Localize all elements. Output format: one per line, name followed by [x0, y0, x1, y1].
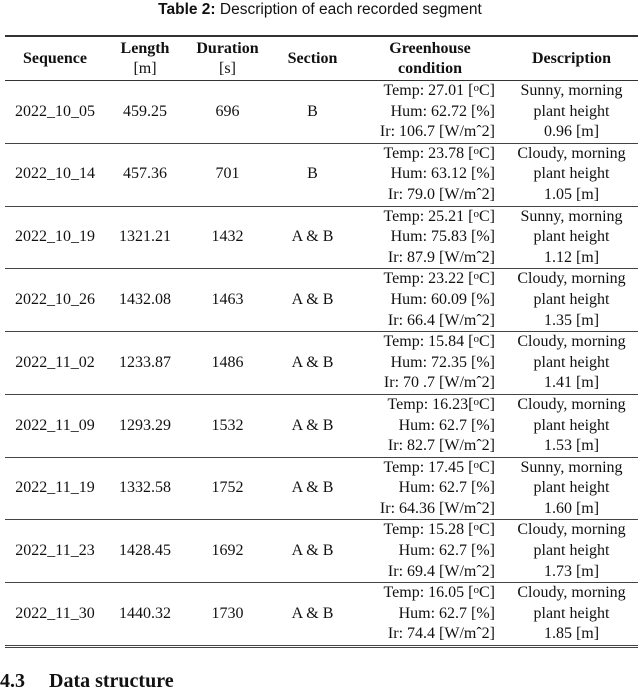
cell-length: 457.36	[123, 165, 167, 183]
cell-section: B	[307, 165, 318, 183]
temp-unit: C]	[479, 144, 495, 162]
cell-greenhouse-condition	[355, 269, 505, 332]
table-row	[5, 583, 638, 647]
cell-sequence: 2022_10_14	[15, 165, 95, 183]
temp-unit: C]	[479, 584, 495, 602]
irradiance-value: Ir: 82.7 [W/mˆ2]	[387, 437, 495, 455]
temp-unit: C]	[479, 82, 495, 99]
cell-duration: 701	[215, 165, 240, 183]
desc-weather: Cloudy, morning	[517, 584, 626, 602]
irradiance-value: Ir: 79.0 [W/mˆ2]	[387, 185, 495, 203]
desc-weather: Sunny, morning	[520, 207, 623, 225]
temp-value: Temp: 23.78 [	[383, 144, 474, 162]
temp-value: Temp: 15.28 [	[383, 521, 474, 539]
desc-label: plant height	[533, 604, 610, 622]
temp-unit: C]	[479, 521, 495, 539]
segments-table	[5, 35, 638, 648]
table-row	[5, 394, 638, 457]
table-caption	[0, 0, 640, 20]
cell-description	[505, 457, 638, 520]
temp-value: Temp: 25.21 [	[383, 207, 474, 225]
cell-duration: 1532	[211, 416, 244, 434]
header-greenhouse	[355, 36, 505, 81]
cell-duration: 1486	[211, 353, 244, 371]
desc-weather: Cloudy, morning	[517, 144, 626, 162]
cell-description	[505, 332, 638, 395]
degree-symbol: o	[473, 458, 479, 471]
humidity-value: Hum: 63.12 [%]	[390, 165, 495, 183]
table-header-row	[5, 36, 638, 81]
section-title: Data structure	[49, 670, 174, 692]
table-row	[5, 332, 638, 395]
cell-section: A & B	[291, 542, 334, 560]
desc-weather: Cloudy, morning	[517, 395, 626, 413]
cell-length: 1428.45	[119, 542, 171, 560]
cell-greenhouse-condition	[355, 206, 505, 269]
desc-label: plant height	[533, 542, 610, 560]
desc-label: plant height	[533, 479, 610, 497]
temp-unit: C]	[479, 458, 495, 476]
cell-section: A & B	[291, 290, 334, 308]
degree-symbol: o	[473, 144, 479, 157]
irradiance-value: Ir: 87.9 [W/mˆ2]	[387, 248, 495, 266]
degree-symbol: o	[473, 395, 479, 408]
cell-greenhouse-condition	[355, 332, 505, 395]
cell-section: A & B	[291, 604, 334, 622]
cell-sequence: 2022_10_26	[15, 290, 95, 308]
header-length	[105, 36, 185, 81]
desc-label: plant height	[533, 228, 610, 246]
cell-sequence: 2022_11_30	[15, 604, 95, 622]
humidity-value: Hum: 62.7 [%]	[398, 542, 495, 560]
irradiance-value: Ir: 64.36 [W/mˆ2]	[379, 499, 495, 517]
header-description: Description	[531, 50, 612, 67]
temp-value: Temp: 17.45 [	[383, 458, 474, 476]
cell-section: A & B	[291, 416, 334, 434]
desc-weather: Sunny, morning	[520, 82, 623, 99]
cell-greenhouse-condition	[355, 143, 505, 206]
cell-greenhouse-condition	[355, 394, 505, 457]
cell-duration: 1463	[211, 290, 244, 308]
cell-description	[505, 520, 638, 583]
table-row	[5, 143, 638, 206]
header-section: Section	[287, 50, 338, 67]
humidity-value: Hum: 62.7 [%]	[398, 416, 495, 434]
cell-greenhouse-condition	[355, 520, 505, 583]
temp-unit: C]	[479, 270, 495, 288]
cell-length: 1321.21	[119, 228, 171, 246]
degree-symbol: o	[473, 82, 479, 94]
desc-label: plant height	[533, 290, 610, 308]
temp-unit: C]	[479, 207, 495, 225]
degree-symbol: o	[473, 270, 479, 283]
header-greenhouse-line1: Greenhouse	[389, 40, 471, 57]
header-length-line1: Length	[120, 40, 170, 57]
temp-value: Temp: 27.01 [	[383, 82, 474, 99]
cell-description	[505, 269, 638, 332]
irradiance-value: Ir: 69.4 [W/mˆ2]	[387, 562, 495, 580]
desc-height: 1.35 [m]	[543, 311, 600, 329]
desc-height: 1.53 [m]	[543, 437, 600, 455]
header-duration	[185, 36, 270, 81]
temp-value: Temp: 23.22 [	[383, 270, 474, 288]
cell-sequence: 2022_10_19	[15, 228, 95, 246]
degree-symbol: o	[473, 333, 479, 346]
cell-sequence: 2022_10_05	[15, 102, 95, 120]
cell-length: 1332.58	[119, 479, 171, 497]
humidity-value: Hum: 72.35 [%]	[390, 353, 495, 371]
desc-height: 1.73 [m]	[543, 562, 600, 580]
humidity-value: Hum: 60.09 [%]	[390, 290, 495, 308]
desc-weather: Cloudy, morning	[517, 521, 626, 539]
section-heading	[0, 670, 174, 693]
header-length-unit: [m]	[133, 60, 157, 77]
degree-symbol: o	[473, 207, 479, 220]
table-body	[5, 81, 638, 647]
desc-label: plant height	[533, 165, 610, 183]
degree-symbol: o	[473, 584, 479, 597]
caption-text: Description of each recorded segment	[219, 1, 482, 18]
desc-label: plant height	[533, 416, 610, 434]
cell-section: A & B	[291, 228, 334, 246]
header-greenhouse-line2: condition	[397, 60, 462, 77]
cell-duration: 696	[215, 102, 240, 120]
cell-sequence: 2022_11_23	[15, 542, 95, 560]
desc-label: plant height	[533, 353, 610, 371]
irradiance-value: Ir: 106.7 [W/mˆ2]	[379, 123, 495, 141]
temp-value: Temp: 16.05 [	[383, 584, 474, 602]
cell-greenhouse-condition	[355, 583, 505, 647]
cell-greenhouse-condition	[355, 457, 505, 520]
cell-length: 1293.29	[119, 416, 171, 434]
header-duration-line1: Duration	[196, 40, 259, 57]
desc-height: 1.05 [m]	[543, 185, 600, 203]
desc-height: 1.41 [m]	[543, 374, 600, 392]
humidity-value: Hum: 62.7 [%]	[398, 604, 495, 622]
caption-label: Table 2:	[158, 1, 216, 18]
table-row	[5, 81, 638, 144]
cell-duration: 1432	[211, 228, 244, 246]
cell-length: 459.25	[123, 102, 167, 120]
cell-length: 1432.08	[119, 290, 171, 308]
irradiance-value: Ir: 70 .7 [W/mˆ2]	[383, 374, 495, 392]
degree-symbol: o	[473, 521, 479, 534]
humidity-value: Hum: 62.72 [%]	[390, 102, 495, 120]
cell-sequence: 2022_11_09	[15, 416, 95, 434]
cell-description	[505, 143, 638, 206]
cell-duration: 1730	[211, 604, 244, 622]
cell-sequence: 2022_11_02	[15, 353, 95, 371]
table-row	[5, 457, 638, 520]
cell-duration: 1692	[211, 542, 244, 560]
cell-sequence: 2022_11_19	[15, 479, 95, 497]
header-duration-unit: [s]	[219, 60, 236, 77]
humidity-value: Hum: 62.7 [%]	[398, 479, 495, 497]
desc-weather: Sunny, morning	[520, 458, 623, 476]
desc-weather: Cloudy, morning	[517, 333, 626, 351]
cell-duration: 1752	[211, 479, 244, 497]
cell-length: 1233.87	[119, 353, 171, 371]
temp-value: Temp: 16.23[	[387, 395, 474, 413]
table-row	[5, 269, 638, 332]
cell-greenhouse-condition	[355, 81, 505, 144]
cell-description	[505, 394, 638, 457]
desc-height: 0.96 [m]	[543, 123, 600, 141]
desc-label: plant height	[533, 102, 610, 120]
desc-weather: Cloudy, morning	[517, 270, 626, 288]
cell-description	[505, 583, 638, 647]
cell-section: A & B	[291, 353, 334, 371]
temp-unit: C]	[479, 395, 495, 413]
cell-description	[505, 206, 638, 269]
temp-unit: C]	[479, 333, 495, 351]
table-row	[5, 520, 638, 583]
irradiance-value: Ir: 74.4 [W/mˆ2]	[387, 625, 495, 643]
cell-section: B	[307, 102, 318, 120]
desc-height: 1.12 [m]	[543, 248, 600, 266]
cell-description	[505, 81, 638, 144]
irradiance-value: Ir: 66.4 [W/mˆ2]	[387, 311, 495, 329]
desc-height: 1.85 [m]	[543, 625, 600, 643]
cell-length: 1440.32	[119, 604, 171, 622]
table-row	[5, 206, 638, 269]
temp-value: Temp: 15.84 [	[383, 333, 474, 351]
desc-height: 1.60 [m]	[543, 499, 600, 517]
humidity-value: Hum: 75.83 [%]	[390, 228, 495, 246]
header-sequence: Sequence	[23, 50, 87, 67]
section-number: 4.3	[0, 670, 25, 692]
cell-section: A & B	[291, 479, 334, 497]
